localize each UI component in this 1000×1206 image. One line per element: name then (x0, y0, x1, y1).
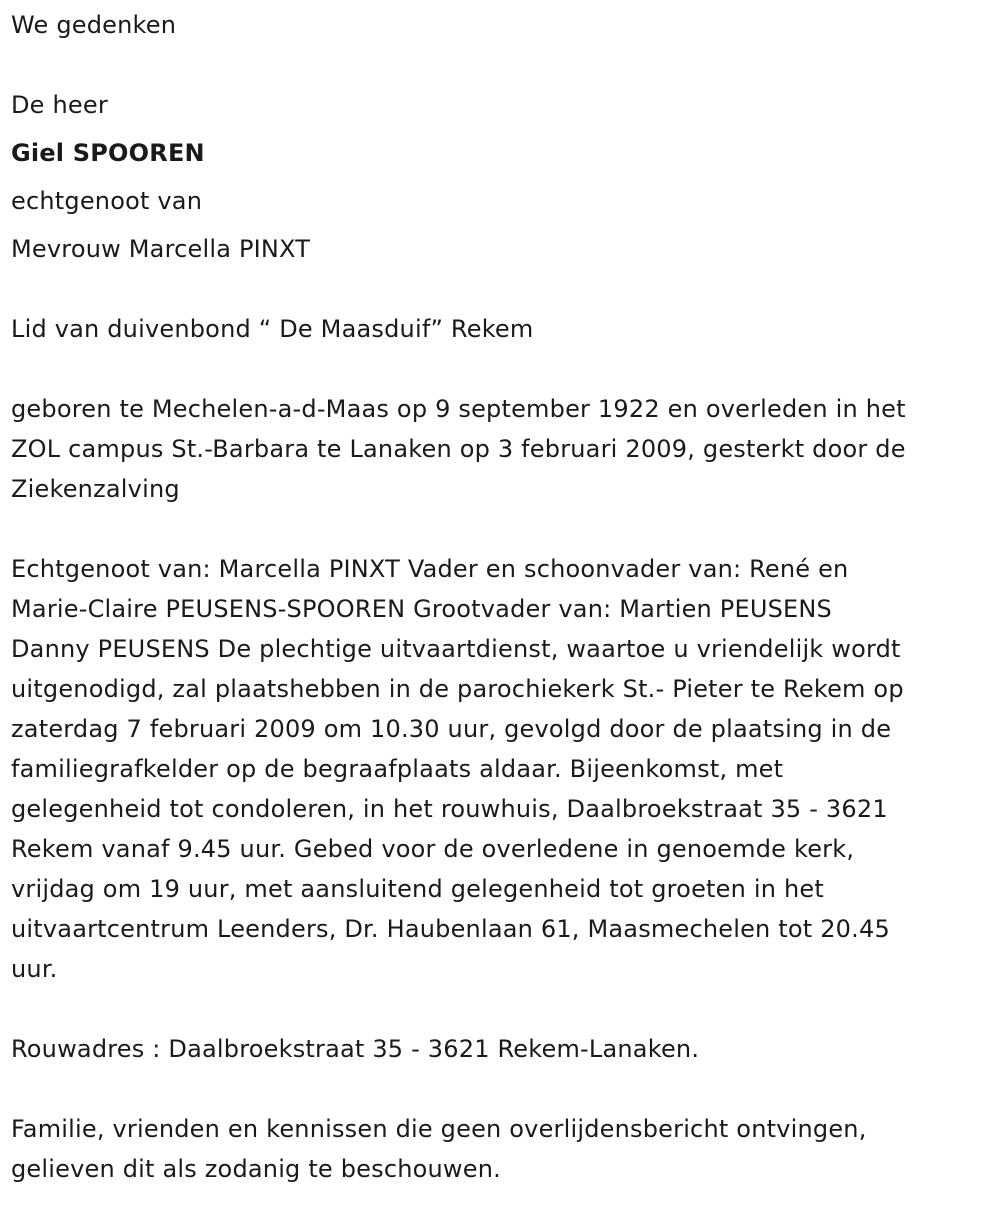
details-line: vrijdag om 19 uur, met aansluitend gelegenheid tot groeten in het (11, 875, 824, 903)
spacer (11, 1069, 993, 1109)
spacer (11, 125, 993, 133)
details-line: Danny PEUSENS De plechtige uitvaartdienst, waartoe u vriendelijk wordt (11, 635, 901, 663)
birth-death-paragraph (11, 389, 993, 509)
details-paragraph (11, 549, 993, 989)
details-line: Marie-Claire PEUSENS-SPOOREN Grootvader van: Martien PEUSENS (11, 595, 832, 623)
spacer (11, 269, 993, 309)
birth-death-line: Ziekenzalving (11, 475, 180, 503)
spacer (11, 989, 993, 1029)
details-line: familiegrafkelder op de begraafplaats aldaar. Bijeenkomst, met (11, 755, 784, 783)
spouse-label: echtgenoot van (11, 187, 203, 215)
spacer (11, 509, 993, 549)
birth-death-line: geboren te Mechelen-a-d-Maas op 9 september 1922 en overleden in het (11, 395, 906, 423)
deceased-name: Giel SPOOREN (11, 139, 205, 167)
intro-text: We gedenken (11, 11, 177, 39)
spacer (11, 173, 993, 181)
details-line: gelegenheid tot condoleren, in het rouwhuis, Daalbroekstraat 35 - 3621 (11, 795, 888, 823)
membership-text: Lid van duivenbond “ De Maasduif” Rekem (11, 315, 534, 343)
spouse-name: Mevrouw Marcella PINXT (11, 235, 311, 263)
details-line: uitgenodigd, zal plaatshebben in de parochiekerk St.- Pieter te Rekem op (11, 675, 904, 703)
obituary-document (11, 5, 993, 1189)
salutation-text: De heer (11, 91, 108, 119)
birth-death-line: ZOL campus St.-Barbara te Lanaken op 3 februari 2009, gesterkt door de (11, 435, 906, 463)
spacer (11, 45, 993, 85)
spacer (11, 349, 993, 389)
details-line: Echtgenoot van: Marcella PINXT Vader en schoonvader van: René en (11, 555, 849, 583)
details-line: uur. (11, 955, 58, 983)
closing-paragraph (11, 1109, 993, 1189)
address-text: Rouwadres : Daalbroekstraat 35 - 3621 Rekem-Lanaken. (11, 1035, 700, 1063)
closing-line: Familie, vrienden en kennissen die geen overlijdensbericht ontvingen, (11, 1115, 867, 1143)
closing-line: gelieven dit als zodanig te beschouwen. (11, 1155, 501, 1183)
spacer (11, 221, 993, 229)
details-line: zaterdag 7 februari 2009 om 10.30 uur, gevolgd door de plaatsing in de (11, 715, 892, 743)
details-line: Rekem vanaf 9.45 uur. Gebed voor de overledene in genoemde kerk, (11, 835, 855, 863)
details-line: uitvaartcentrum Leenders, Dr. Haubenlaan 61, Maasmechelen tot 20.45 (11, 915, 890, 943)
